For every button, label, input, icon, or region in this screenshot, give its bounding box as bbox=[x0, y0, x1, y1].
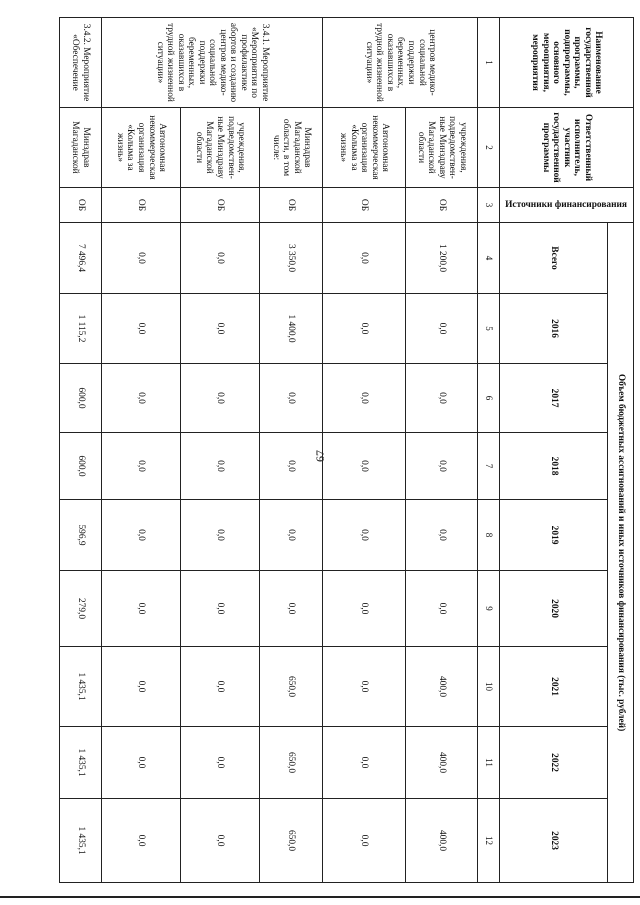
header-total: Всего bbox=[500, 223, 608, 294]
header-year: 2017 bbox=[500, 364, 608, 433]
row-value: 0,0 bbox=[323, 727, 405, 799]
row-value: 0,0 bbox=[101, 433, 180, 500]
row-total: 0,0 bbox=[101, 223, 180, 294]
row-value: 1 435,1 bbox=[60, 799, 102, 883]
row-source: ОБ bbox=[405, 188, 477, 223]
row-value: 0,0 bbox=[180, 364, 259, 433]
row-value: 0,0 bbox=[405, 500, 477, 571]
row-executor: Автономная некоммерческая организация «Колыма за жизнь» bbox=[101, 108, 180, 188]
row-value: 0,0 bbox=[180, 500, 259, 571]
row-value: 0,0 bbox=[323, 647, 405, 727]
row-value: 1 435,1 bbox=[60, 647, 102, 727]
row-value: 1 435,1 bbox=[60, 727, 102, 799]
column-number: 8 bbox=[478, 500, 500, 571]
row-name: центров медико-социальной поддержки беременных, оказавшихся в трудной жизненной ситуации» bbox=[323, 18, 478, 108]
row-value: 0,0 bbox=[101, 294, 180, 364]
scan-edge-line bbox=[0, 896, 640, 898]
row-value: 0,0 bbox=[101, 500, 180, 571]
row-value: 0,0 bbox=[180, 727, 259, 799]
table-row bbox=[180, 18, 259, 883]
row-value: 650,0 bbox=[259, 727, 323, 799]
column-number: 11 bbox=[478, 727, 500, 799]
page-number: 67 bbox=[313, 450, 327, 462]
landscape-table-container bbox=[59, 17, 634, 882]
row-value: 0,0 bbox=[180, 799, 259, 883]
row-value: 0,0 bbox=[259, 571, 323, 647]
row-value: 279,0 bbox=[60, 571, 102, 647]
row-value: 0,0 bbox=[323, 571, 405, 647]
row-executor: Минздрав Магаданской bbox=[60, 108, 102, 188]
row-value: 0,0 bbox=[323, 364, 405, 433]
table-row bbox=[60, 18, 102, 883]
row-executor: учреждения, подведомственные Минздраву Магаданской области bbox=[405, 108, 477, 188]
row-value: 0,0 bbox=[180, 571, 259, 647]
row-value: 0,0 bbox=[101, 799, 180, 883]
row-value: 0,0 bbox=[405, 364, 477, 433]
column-number: 6 bbox=[478, 364, 500, 433]
row-executor: Минздрав Магаданской области, в том числе: bbox=[259, 108, 323, 188]
row-value: 0,0 bbox=[101, 364, 180, 433]
header-name: Наименование государственной программы, подпрограммы, основного мероприятия, мероприятия bbox=[500, 18, 634, 108]
column-number: 1 bbox=[478, 18, 500, 108]
column-number: 4 bbox=[478, 223, 500, 294]
header-year: 2023 bbox=[500, 799, 608, 883]
row-value: 0,0 bbox=[405, 294, 477, 364]
table-row bbox=[101, 18, 180, 883]
row-value: 596,9 bbox=[60, 500, 102, 571]
row-source: ОБ bbox=[323, 188, 405, 223]
row-total: 0,0 bbox=[323, 223, 405, 294]
row-name: 3.4.1. Мероприятие «Мероприятия по профилактике абортов и созданию центров медико-социальной поддержки беременных, оказавшихся в трудной жизненной ситуации» bbox=[101, 18, 323, 108]
table-row bbox=[405, 18, 477, 883]
header-row-top bbox=[608, 18, 634, 883]
header-source-label: Источники финансирования bbox=[505, 199, 628, 210]
row-value: 400,0 bbox=[405, 647, 477, 727]
row-value: 600,0 bbox=[60, 364, 102, 433]
row-value: 0,0 bbox=[101, 647, 180, 727]
column-number: 3 bbox=[478, 188, 500, 223]
column-number: 12 bbox=[478, 799, 500, 883]
table-row bbox=[323, 18, 405, 883]
header-funding-group: Объем бюджетных ассигнований и иных источников финансирования (тыс. рублей) bbox=[608, 223, 634, 883]
column-number: 2 bbox=[478, 108, 500, 188]
row-value: 1 400,0 bbox=[259, 294, 323, 364]
header-year: 2021 bbox=[500, 647, 608, 727]
row-value: 0,0 bbox=[405, 571, 477, 647]
row-total: 1 200,0 bbox=[405, 223, 477, 294]
header-year: 2018 bbox=[500, 433, 608, 500]
row-name: 3.4.2. Мероприятие «Обеспечение bbox=[60, 18, 102, 108]
row-value: 600,0 bbox=[60, 433, 102, 500]
row-value: 0,0 bbox=[180, 647, 259, 727]
row-value: 0,0 bbox=[180, 433, 259, 500]
row-value: 0,0 bbox=[101, 727, 180, 799]
row-value: 1 115,2 bbox=[60, 294, 102, 364]
header-year: 2016 bbox=[500, 294, 608, 364]
row-value: 0,0 bbox=[323, 500, 405, 571]
row-value: 0,0 bbox=[259, 500, 323, 571]
row-value: 400,0 bbox=[405, 727, 477, 799]
row-total: 0,0 bbox=[180, 223, 259, 294]
header-year: 2022 bbox=[500, 727, 608, 799]
row-source: ОБ bbox=[101, 188, 180, 223]
header-source bbox=[500, 188, 634, 223]
column-number: 5 bbox=[478, 294, 500, 364]
row-value: 0,0 bbox=[323, 433, 405, 500]
row-value: 400,0 bbox=[405, 799, 477, 883]
row-value: 0,0 bbox=[259, 364, 323, 433]
column-number: 7 bbox=[478, 433, 500, 500]
row-value: 0,0 bbox=[323, 799, 405, 883]
header-executor: Ответственный исполнитель, участник государственной программы bbox=[500, 108, 634, 188]
column-number-row bbox=[478, 18, 500, 883]
row-executor: Автономная некоммерческая организация «Колыма за жизнь» bbox=[323, 108, 405, 188]
row-value: 0,0 bbox=[180, 294, 259, 364]
table-row bbox=[259, 18, 323, 883]
row-value: 0,0 bbox=[101, 571, 180, 647]
row-value: 0,0 bbox=[405, 433, 477, 500]
row-source: ОБ bbox=[259, 188, 323, 223]
row-total: 3 350,0 bbox=[259, 223, 323, 294]
column-number: 10 bbox=[478, 647, 500, 727]
row-source: ОБ bbox=[180, 188, 259, 223]
row-value: 650,0 bbox=[259, 647, 323, 727]
row-total: 7 496,4 bbox=[60, 223, 102, 294]
row-value: 650,0 bbox=[259, 799, 323, 883]
row-executor: учреждения, подведомственные Минздраву Магаданской области bbox=[180, 108, 259, 188]
funding-table bbox=[59, 17, 634, 883]
row-value: 0,0 bbox=[323, 294, 405, 364]
header-year: 2019 bbox=[500, 500, 608, 571]
header-year: 2020 bbox=[500, 571, 608, 647]
row-value: 0,0 bbox=[259, 433, 323, 500]
column-number: 9 bbox=[478, 571, 500, 647]
row-source: ОБ bbox=[60, 188, 102, 223]
